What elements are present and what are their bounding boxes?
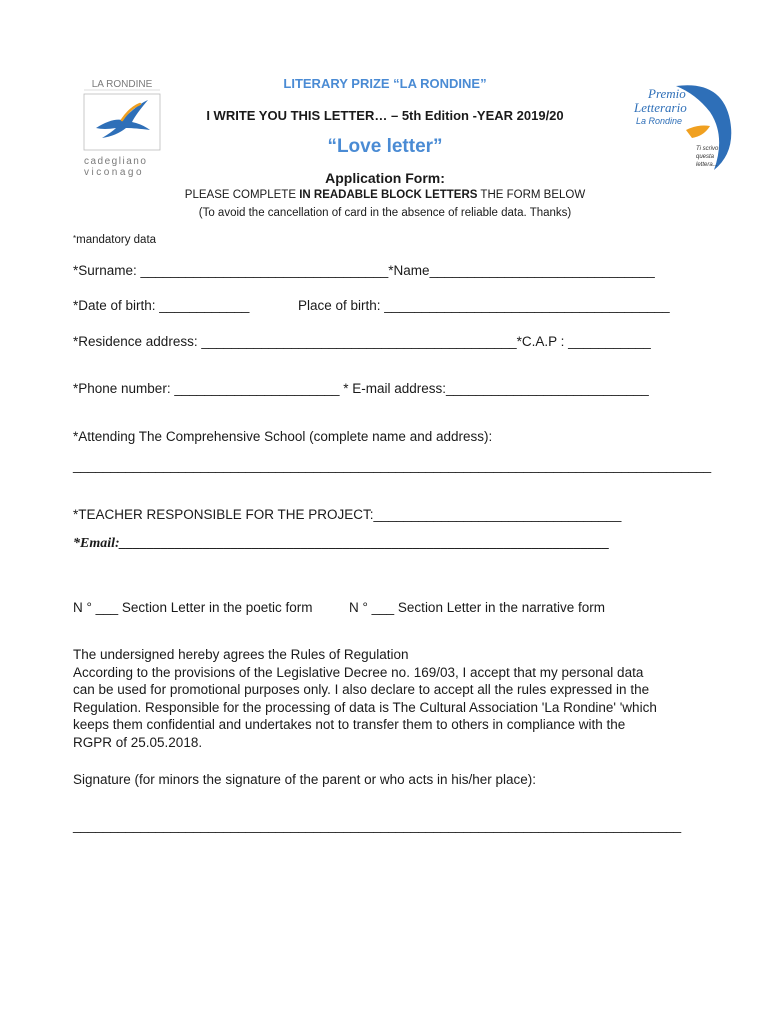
residence-cap-field[interactable]: *Residence address: __________________________________________*C.A.P : ___________ <box>73 334 651 349</box>
rules-line: keeps them confidential and undertakes not to transfer them to others in compliance with the <box>73 717 626 732</box>
premio-letterario-logo <box>626 80 736 175</box>
school-label: *Attending The Comprehensive School (complete name and address): <box>73 429 493 444</box>
teacher-field[interactable]: *TEACHER RESPONSIBLE FOR THE PROJECT:_________________________________ <box>73 507 622 522</box>
school-field[interactable]: _____________________________________________________________________________________ <box>73 458 712 473</box>
signature-label: Signature (for minors the signature of the parent or who acts in his/her place): <box>73 772 536 787</box>
form-note: (To avoid the cancellation of card in the absence of reliable data. Thanks) <box>198 207 572 219</box>
la-rondine-logo <box>82 78 162 178</box>
logo-caption: cadegliano <box>84 156 148 167</box>
signature-field[interactable]: _________________________________________________________________________________ <box>73 818 682 833</box>
form-instruction: PLEASE COMPLETE IN READABLE BLOCK LETTERS THE FORM BELOW <box>184 189 586 201</box>
form-title: Application Form: <box>325 170 445 186</box>
rules-line: Regulation. Responsible for the processing of data is The Cultural Association 'La Rondine' 'which <box>73 699 657 715</box>
place-of-birth-field[interactable]: Place of birth: ______________________________________ <box>298 298 670 313</box>
rules-line: According to the provisions of the Legislative Decree no. 169/03, I accept that my personal data <box>73 664 644 680</box>
date-of-birth-field[interactable]: *Date of birth: ____________ <box>73 298 250 313</box>
logo-note: Ti scrivo <box>696 146 719 152</box>
mandatory-note: *mandatory data <box>73 234 157 246</box>
logo-text: Premio <box>648 86 686 101</box>
phone-email-field[interactable]: *Phone number: ______________________ * E-mail address:___________________________ <box>73 381 649 396</box>
logo-caption: viconago <box>84 167 145 178</box>
rules-line: The undersigned hereby agrees the Rules of Regulation <box>73 647 409 662</box>
page-title: LITERARY PRIZE “LA RONDINE” <box>283 76 487 91</box>
edition-subtitle: I WRITE YOU THIS LETTER… – 5th Edition -YEAR 2019/20 <box>206 108 564 123</box>
section-narrative-field[interactable]: N ° ___ Section Letter in the narrative form <box>349 600 606 615</box>
rules-line: can be used for promotional purposes only. I also declare to accept all the rules expressed in the <box>73 682 650 697</box>
teacher-email-field[interactable]: *Email:______________________________________________________________________ <box>73 536 610 551</box>
surname-name-field[interactable]: *Surname: _________________________________*Name______________________________ <box>73 263 655 278</box>
rules-line: RGPR of 25.05.2018. <box>73 734 203 750</box>
logo-note: lettera... <box>696 162 718 168</box>
love-letter-heading: “Love letter” <box>327 136 443 157</box>
section-poetic-field[interactable]: N ° ___ Section Letter in the poetic form <box>73 600 313 615</box>
logo-text: La Rondine <box>636 116 683 126</box>
rules-paragraph <box>73 646 703 751</box>
logo-text: Letterario <box>634 100 687 115</box>
logo-name: LA RONDINE <box>91 79 153 90</box>
logo-note: questa <box>696 154 715 160</box>
